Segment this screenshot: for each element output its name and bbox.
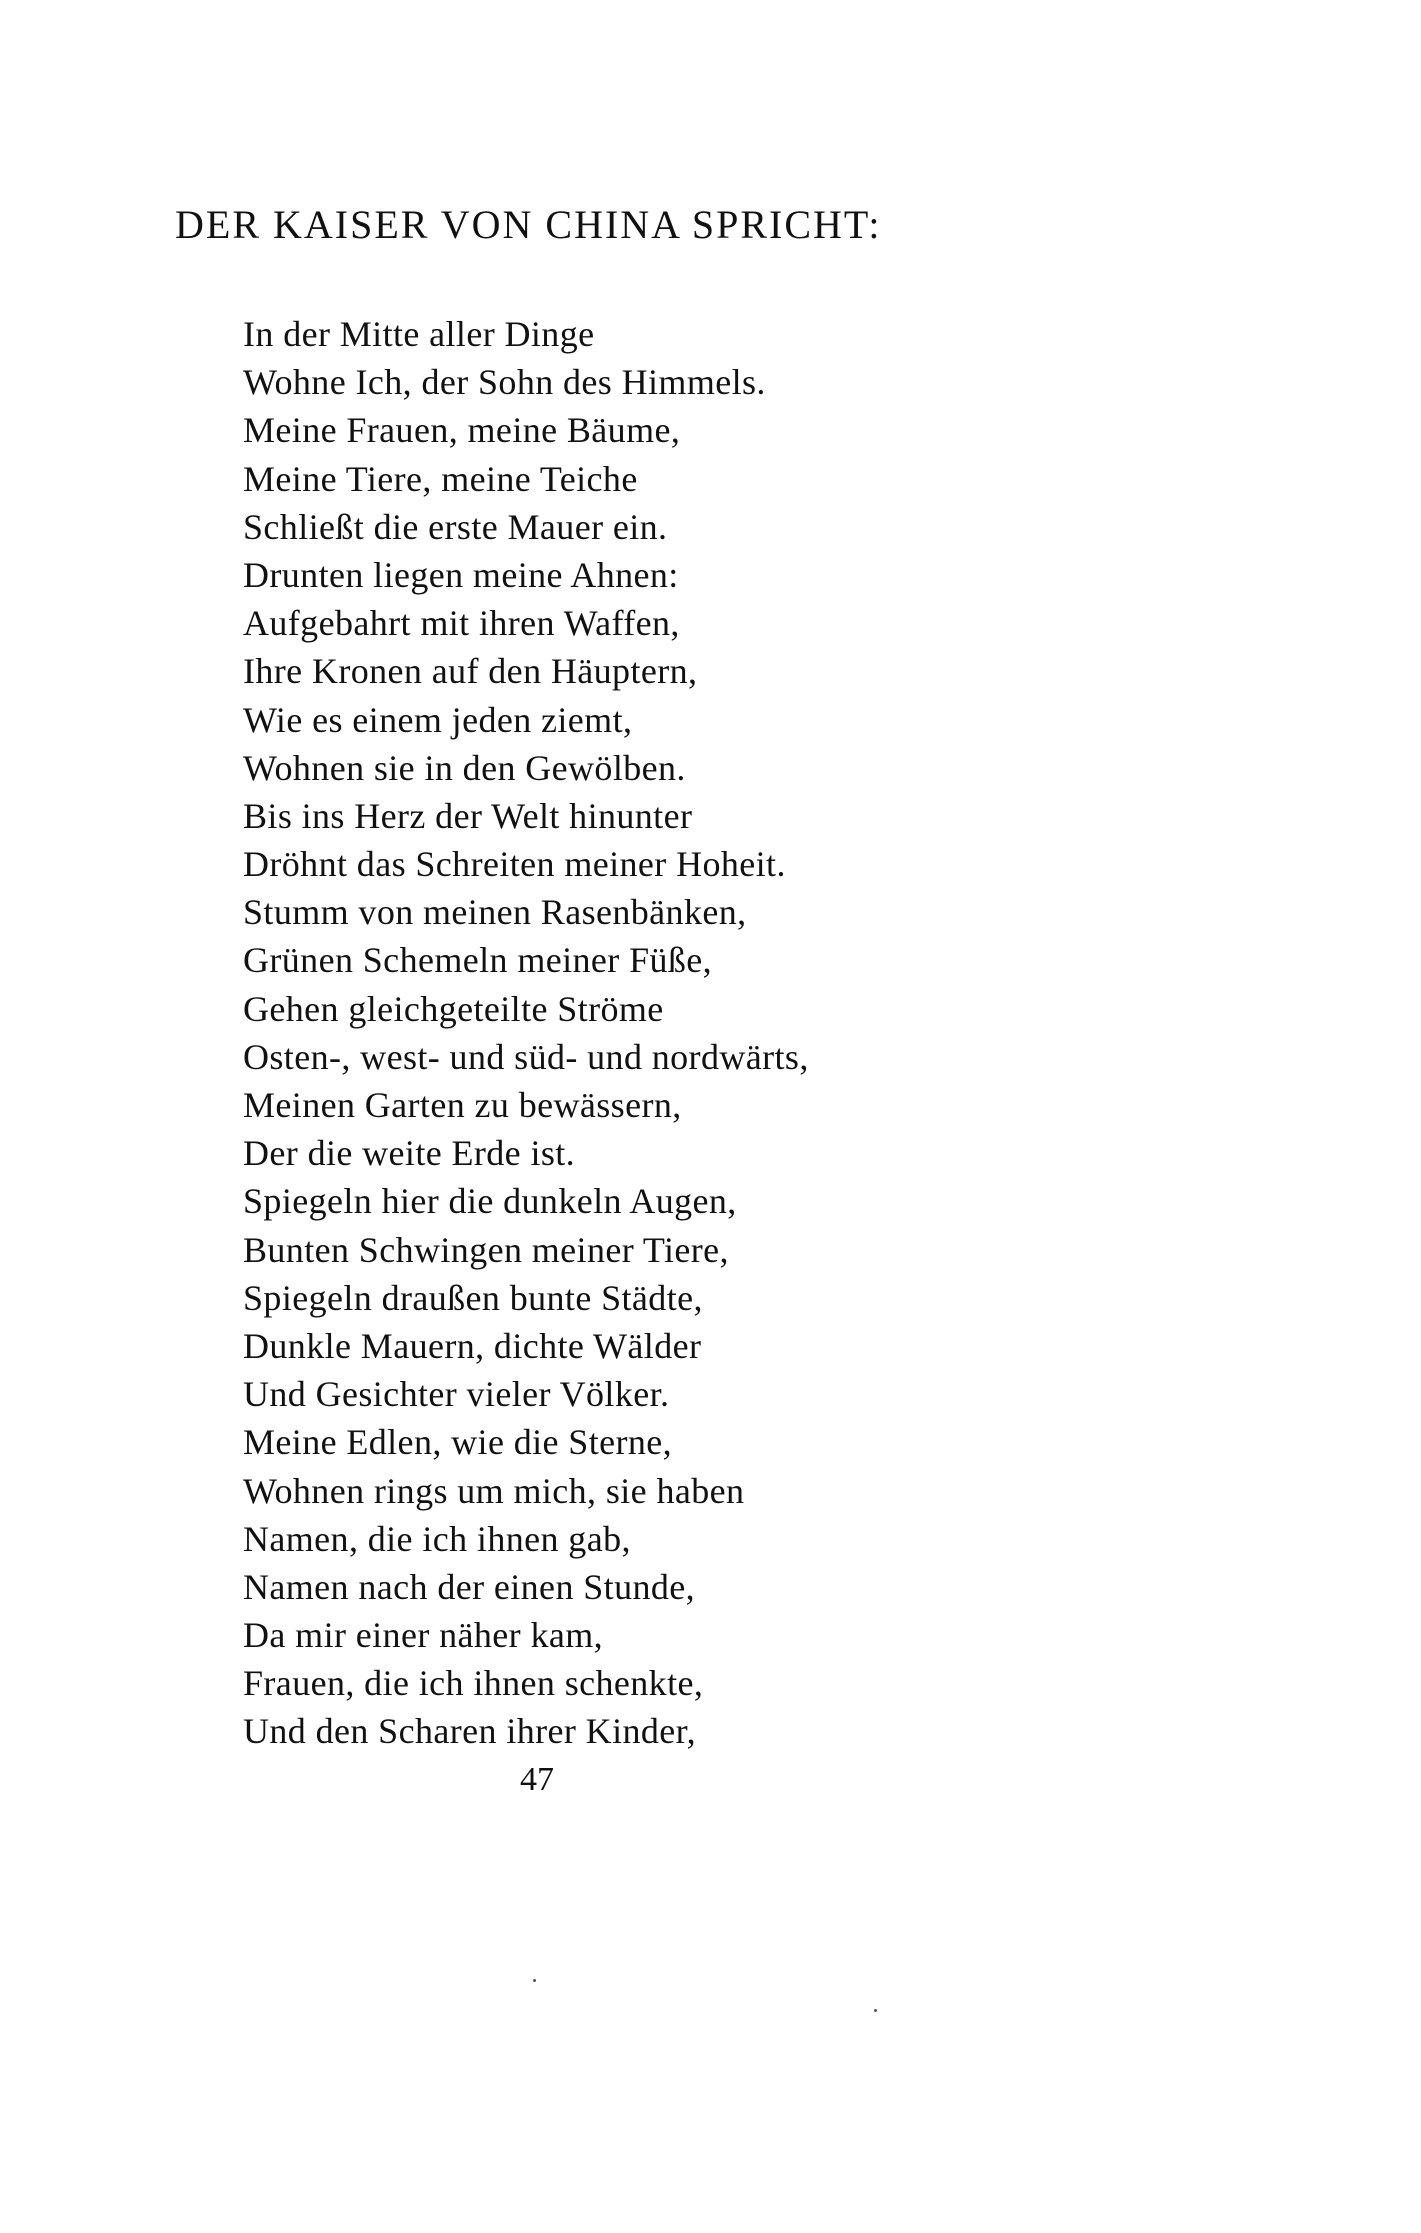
page-number: 47 [520, 1761, 554, 1798]
poem-line: Dunkle Mauern, dichte Wälder [243, 1325, 702, 1366]
poem-line: Spiegeln draußen bunte Städte, [243, 1277, 703, 1318]
poem-line: Stumm von meinen Rasenbänken, [243, 892, 747, 933]
poem-line: Ihre Kronen auf den Häuptern, [243, 651, 698, 692]
poem-line: Wohne Ich, der Sohn des Himmels. [243, 362, 766, 403]
poem-line: Meinen Garten zu bewässern, [243, 1085, 682, 1125]
poem-line: Grünen Schemeln meiner Füße, [243, 940, 713, 981]
poem-line: Meine Frauen, meine Bäume, [243, 410, 681, 451]
poem-line: In der Mitte aller Dinge [243, 314, 595, 354]
poem-line: Spiegeln hier die dunkeln Augen, [243, 1181, 737, 1222]
poem-line: Meine Tiere, meine Teiche [243, 458, 638, 499]
poem-line: Da mir einer näher kam, [243, 1615, 604, 1656]
poem-line: Drunten liegen meine Ahnen: [243, 554, 679, 595]
poem-line: Bunten Schwingen meiner Tiere, [243, 1229, 729, 1270]
poem-line: Wohnen sie in den Gewölben. [243, 747, 686, 788]
poem-line: Osten-, west- und süd- und nordwärts, [243, 1036, 809, 1077]
poem-title: DER KAISER VON CHINA SPRICHT: [175, 202, 882, 247]
poem-line: Der die weite Erde ist. [243, 1133, 576, 1174]
poem-line: Frauen, die ich ihnen schenkte, [243, 1663, 704, 1704]
ink-speck [533, 1979, 536, 1982]
poem-line: Namen, die ich ihnen gab, [243, 1518, 631, 1559]
poem-line: Schließt die erste Mauer ein. [243, 506, 668, 547]
ink-speck [874, 2009, 877, 2012]
poem-line: Bis ins Herz der Welt hinunter [243, 795, 693, 836]
poem-body [243, 310, 809, 1756]
poem-line: Und den Scharen ihrer Kinder, [243, 1711, 697, 1752]
poem-line: Aufgebahrt mit ihren Waffen, [243, 603, 680, 644]
poem-line: Meine Edlen, wie die Sterne, [243, 1422, 673, 1463]
poem-line: Wohnen rings um mich, sie haben [243, 1470, 745, 1511]
poem-line: Dröhnt das Schreiten meiner Hoheit. [243, 844, 786, 885]
poem-line: Wie es einem jeden ziemt, [243, 699, 633, 740]
poem-line: Gehen gleichgeteilte Ströme [243, 988, 664, 1029]
poem-line: Und Gesichter vieler Völker. [243, 1374, 670, 1415]
poem-line: Namen nach der einen Stunde, [243, 1566, 696, 1607]
